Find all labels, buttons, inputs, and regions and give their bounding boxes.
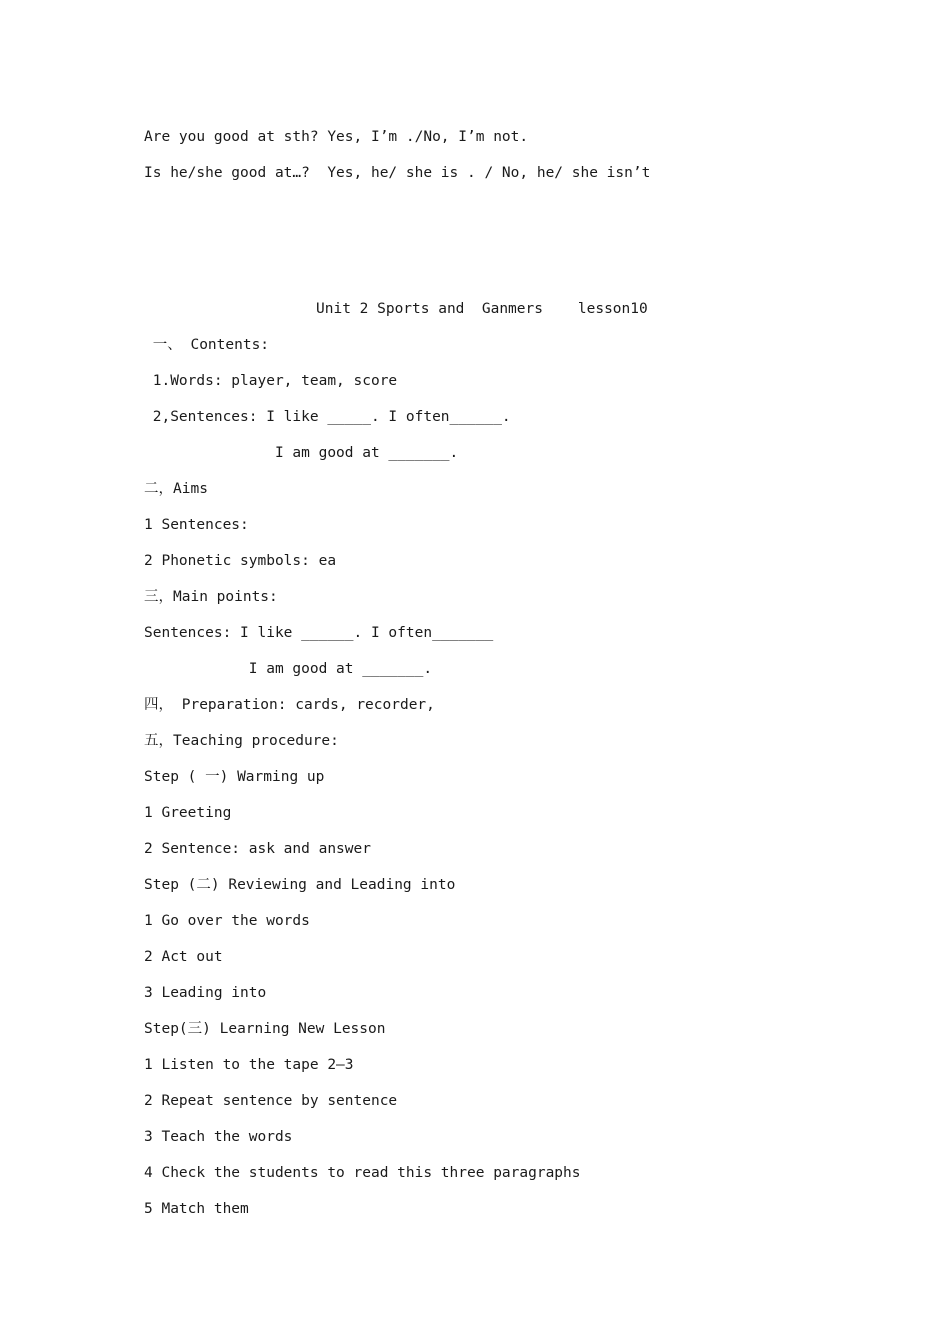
step-1-item: 1 Greeting (144, 805, 232, 821)
main-points-sentences-cont: I am good at _______. (144, 661, 433, 677)
main-points-sentences: Sentences: I like ______. I often_______ (144, 625, 494, 641)
aims-item-1: 1 Sentences: (144, 517, 249, 533)
step-3-heading: Step(三) Learning New Lesson (144, 1021, 386, 1037)
step-1-heading: Step ( 一) Warming up (144, 769, 325, 785)
step-3-item: 1 Listen to the tape 2—3 (144, 1057, 354, 1073)
step-2-heading: Step (二) Reviewing and Leading into (144, 877, 456, 893)
step-3-item: 4 Check the students to read this three paragraphs (144, 1165, 581, 1181)
aims-heading: 二，Aims (144, 481, 208, 497)
step-2-item: 2 Act out (144, 949, 223, 965)
step-1-item: 2 Sentence: ask and answer (144, 841, 371, 857)
step-3-item: 5 Match them (144, 1201, 249, 1217)
contents-sentences-cont: I am good at _______. (144, 445, 459, 461)
aims-item-2: 2 Phonetic symbols: ea (144, 553, 337, 569)
contents-words: 1.Words: player, team, score (144, 373, 398, 389)
lesson-title: Unit 2 Sports and Ganmers lesson10 (316, 301, 648, 317)
step-2-item: 1 Go over the words (144, 913, 310, 929)
preparation-line: 四， Preparation: cards, recorder, (144, 697, 435, 713)
main-points-heading: 三，Main points: (144, 589, 278, 605)
intro-line-1: Are you good at sth? Yes, I’m ./No, I’m not. (144, 129, 529, 145)
step-3-item: 2 Repeat sentence by sentence (144, 1093, 398, 1109)
step-2-item: 3 Leading into (144, 985, 267, 1001)
procedure-heading: 五，Teaching procedure: (144, 733, 339, 749)
intro-line-2: Is he/she good at…? Yes, he/ she is . / No, he/ she isn’t (144, 165, 651, 181)
contents-heading: 一、 Contents: (144, 337, 270, 353)
contents-sentences: 2,Sentences: I like _____. I often______. (144, 409, 511, 425)
step-3-item: 3 Teach the words (144, 1129, 293, 1145)
